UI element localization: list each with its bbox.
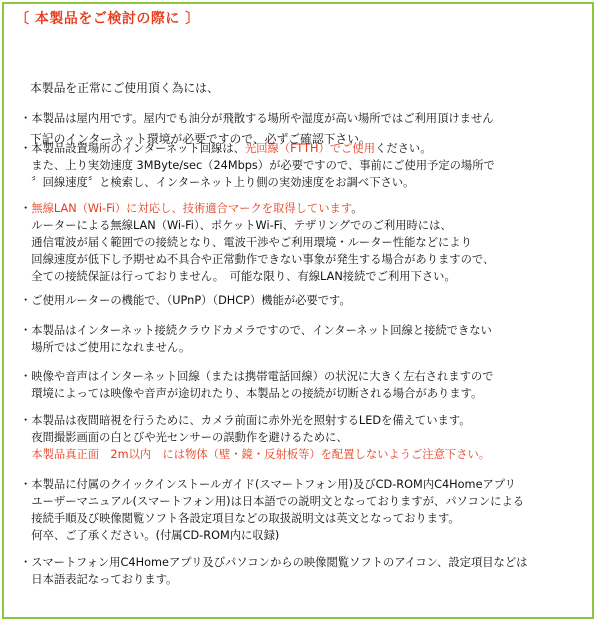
notice-item bbox=[20, 412, 596, 463]
notice-line bbox=[20, 217, 596, 234]
notice-text: ・スマートフォン用C4Homeアプリ及びパソコンからの映像閲覧ソフトのアイコン、設定項目などは bbox=[20, 556, 528, 569]
notice-item bbox=[20, 140, 596, 191]
highlight-text: 光回線（FTTH）でご使用 bbox=[244, 142, 376, 155]
notice-item bbox=[20, 368, 596, 402]
notice-text: 環境によっては映像や音声が途切れたり、本製品との接続が切断される場合があります。 bbox=[20, 387, 483, 400]
intro-line: 本製品を正常にご使用頂く為には、 bbox=[30, 81, 219, 95]
highlight-text: 本製品真正面 2m以内 には物体（壁・鏡・反射板等）を配置しないようご注意下さい。 bbox=[31, 448, 491, 461]
intro-line: 下記のインターネット環境が必要ですので、必ずご確認下さい。 bbox=[30, 132, 371, 146]
notice-line bbox=[20, 157, 596, 174]
notice-line bbox=[20, 571, 596, 588]
notice-item bbox=[20, 554, 596, 588]
notice-item bbox=[20, 476, 596, 544]
notice-text: ・本製品設置場所のインターネット回線は、 bbox=[20, 142, 245, 155]
notice-line bbox=[20, 200, 596, 217]
notice-line bbox=[20, 292, 596, 309]
notice-line bbox=[20, 385, 596, 402]
notice-text: ・本製品はインターネット接続クラウドカメラですので、インターネット回線と接続できない bbox=[20, 324, 492, 337]
notice-text: 回線速度が低下し予期せぬ不具合や正常動作できない事象が発生する場合がありますので、 bbox=[20, 253, 495, 266]
notice-line bbox=[20, 429, 596, 446]
notice-text: ・ご使用ルーターの機能で、（UPnP）（DHCP）機能が必要です。 bbox=[20, 294, 351, 307]
notice-line bbox=[20, 140, 596, 157]
notice-text: ユーザーマニュアル(スマートフォン用)は日本語での説明文となっておりますが、パソコンによる bbox=[20, 495, 525, 508]
notice-text: ・映像や音声はインターネット回線（または携帯電話回線）の状況に大きく左右されますので bbox=[20, 370, 494, 383]
notice-line bbox=[20, 174, 596, 191]
notice-text: 通信電波が届く範囲での接続となり、電波干渉やご利用環境・ルーター性能などにより bbox=[20, 236, 472, 249]
notice-line bbox=[20, 234, 596, 251]
notice-item bbox=[20, 322, 596, 356]
notice-text: 接続手順及び映像閲覧ソフト各設定項目などの取扱説明文は英文となっております。 bbox=[20, 512, 460, 525]
notice-text: ・ bbox=[20, 202, 32, 215]
notice-line bbox=[20, 412, 596, 429]
notice-item bbox=[20, 110, 596, 127]
notice-line bbox=[20, 268, 596, 285]
notice-text: 〞回線速度〞と検索し、インターネット上り側の実効速度をお調べ下さい。 bbox=[20, 176, 415, 189]
notice-item bbox=[20, 200, 596, 285]
notice-line bbox=[20, 510, 596, 527]
notice-line bbox=[20, 527, 596, 544]
notice-text: 夜間撮影画面の白とびや光センサーの誤動作を避けるために、 bbox=[20, 431, 348, 444]
notice-text: 。 bbox=[351, 202, 363, 215]
notice-line bbox=[20, 251, 596, 268]
notice-text: 日本語表記なっております。 bbox=[20, 573, 178, 586]
notice-line bbox=[20, 554, 596, 571]
notice-text: 全ての接続保証は行っておりません。 可能な限り、有線LAN接続でご利用下さい。 bbox=[20, 270, 456, 283]
notice-line bbox=[20, 446, 596, 463]
notice-text: また、上り実効速度 3MByte/sec（24Mbps）が必要ですので、事前にご使用予定の場所で bbox=[20, 159, 495, 172]
notice-item bbox=[20, 292, 596, 309]
notice-text: 場所ではご使用になれません。 bbox=[20, 341, 191, 354]
notice-text: ください。 bbox=[375, 142, 432, 155]
notice-text: ・本製品は屋内用です。屋内でも油分が飛散する場所や湿度が高い場所ではご利用頂けません bbox=[20, 112, 494, 125]
notice-text bbox=[20, 448, 31, 461]
notice-text: ・本製品は夜間暗視を行うために、カメラ前面に赤外光を照射するLEDを備えています。 bbox=[20, 414, 471, 427]
notice-text: ・本製品に付属のクイックインストールガイド(スマートフォン用)及びCD-ROM内C4Homeアプリ bbox=[20, 478, 516, 491]
notice-line bbox=[20, 368, 596, 385]
notice-line bbox=[20, 110, 596, 127]
notice-title: 〔 本製品をご検討の際に 〕 bbox=[15, 11, 200, 27]
notice-text: 何卒、ご了承ください。(付属CD-ROM内に収録) bbox=[20, 529, 280, 542]
notice-line bbox=[20, 493, 596, 510]
notice-line bbox=[20, 476, 596, 493]
notice-line bbox=[20, 322, 596, 339]
highlight-text: 無線LAN（Wi-Fi）に対応し、技術適合マークを取得しています bbox=[31, 202, 352, 215]
notice-line bbox=[20, 339, 596, 356]
notice-text: ルーターによる無線LAN（Wi-Fi）、ポケットWi-Fi、テザリングでのご利用時には、 bbox=[20, 219, 452, 232]
